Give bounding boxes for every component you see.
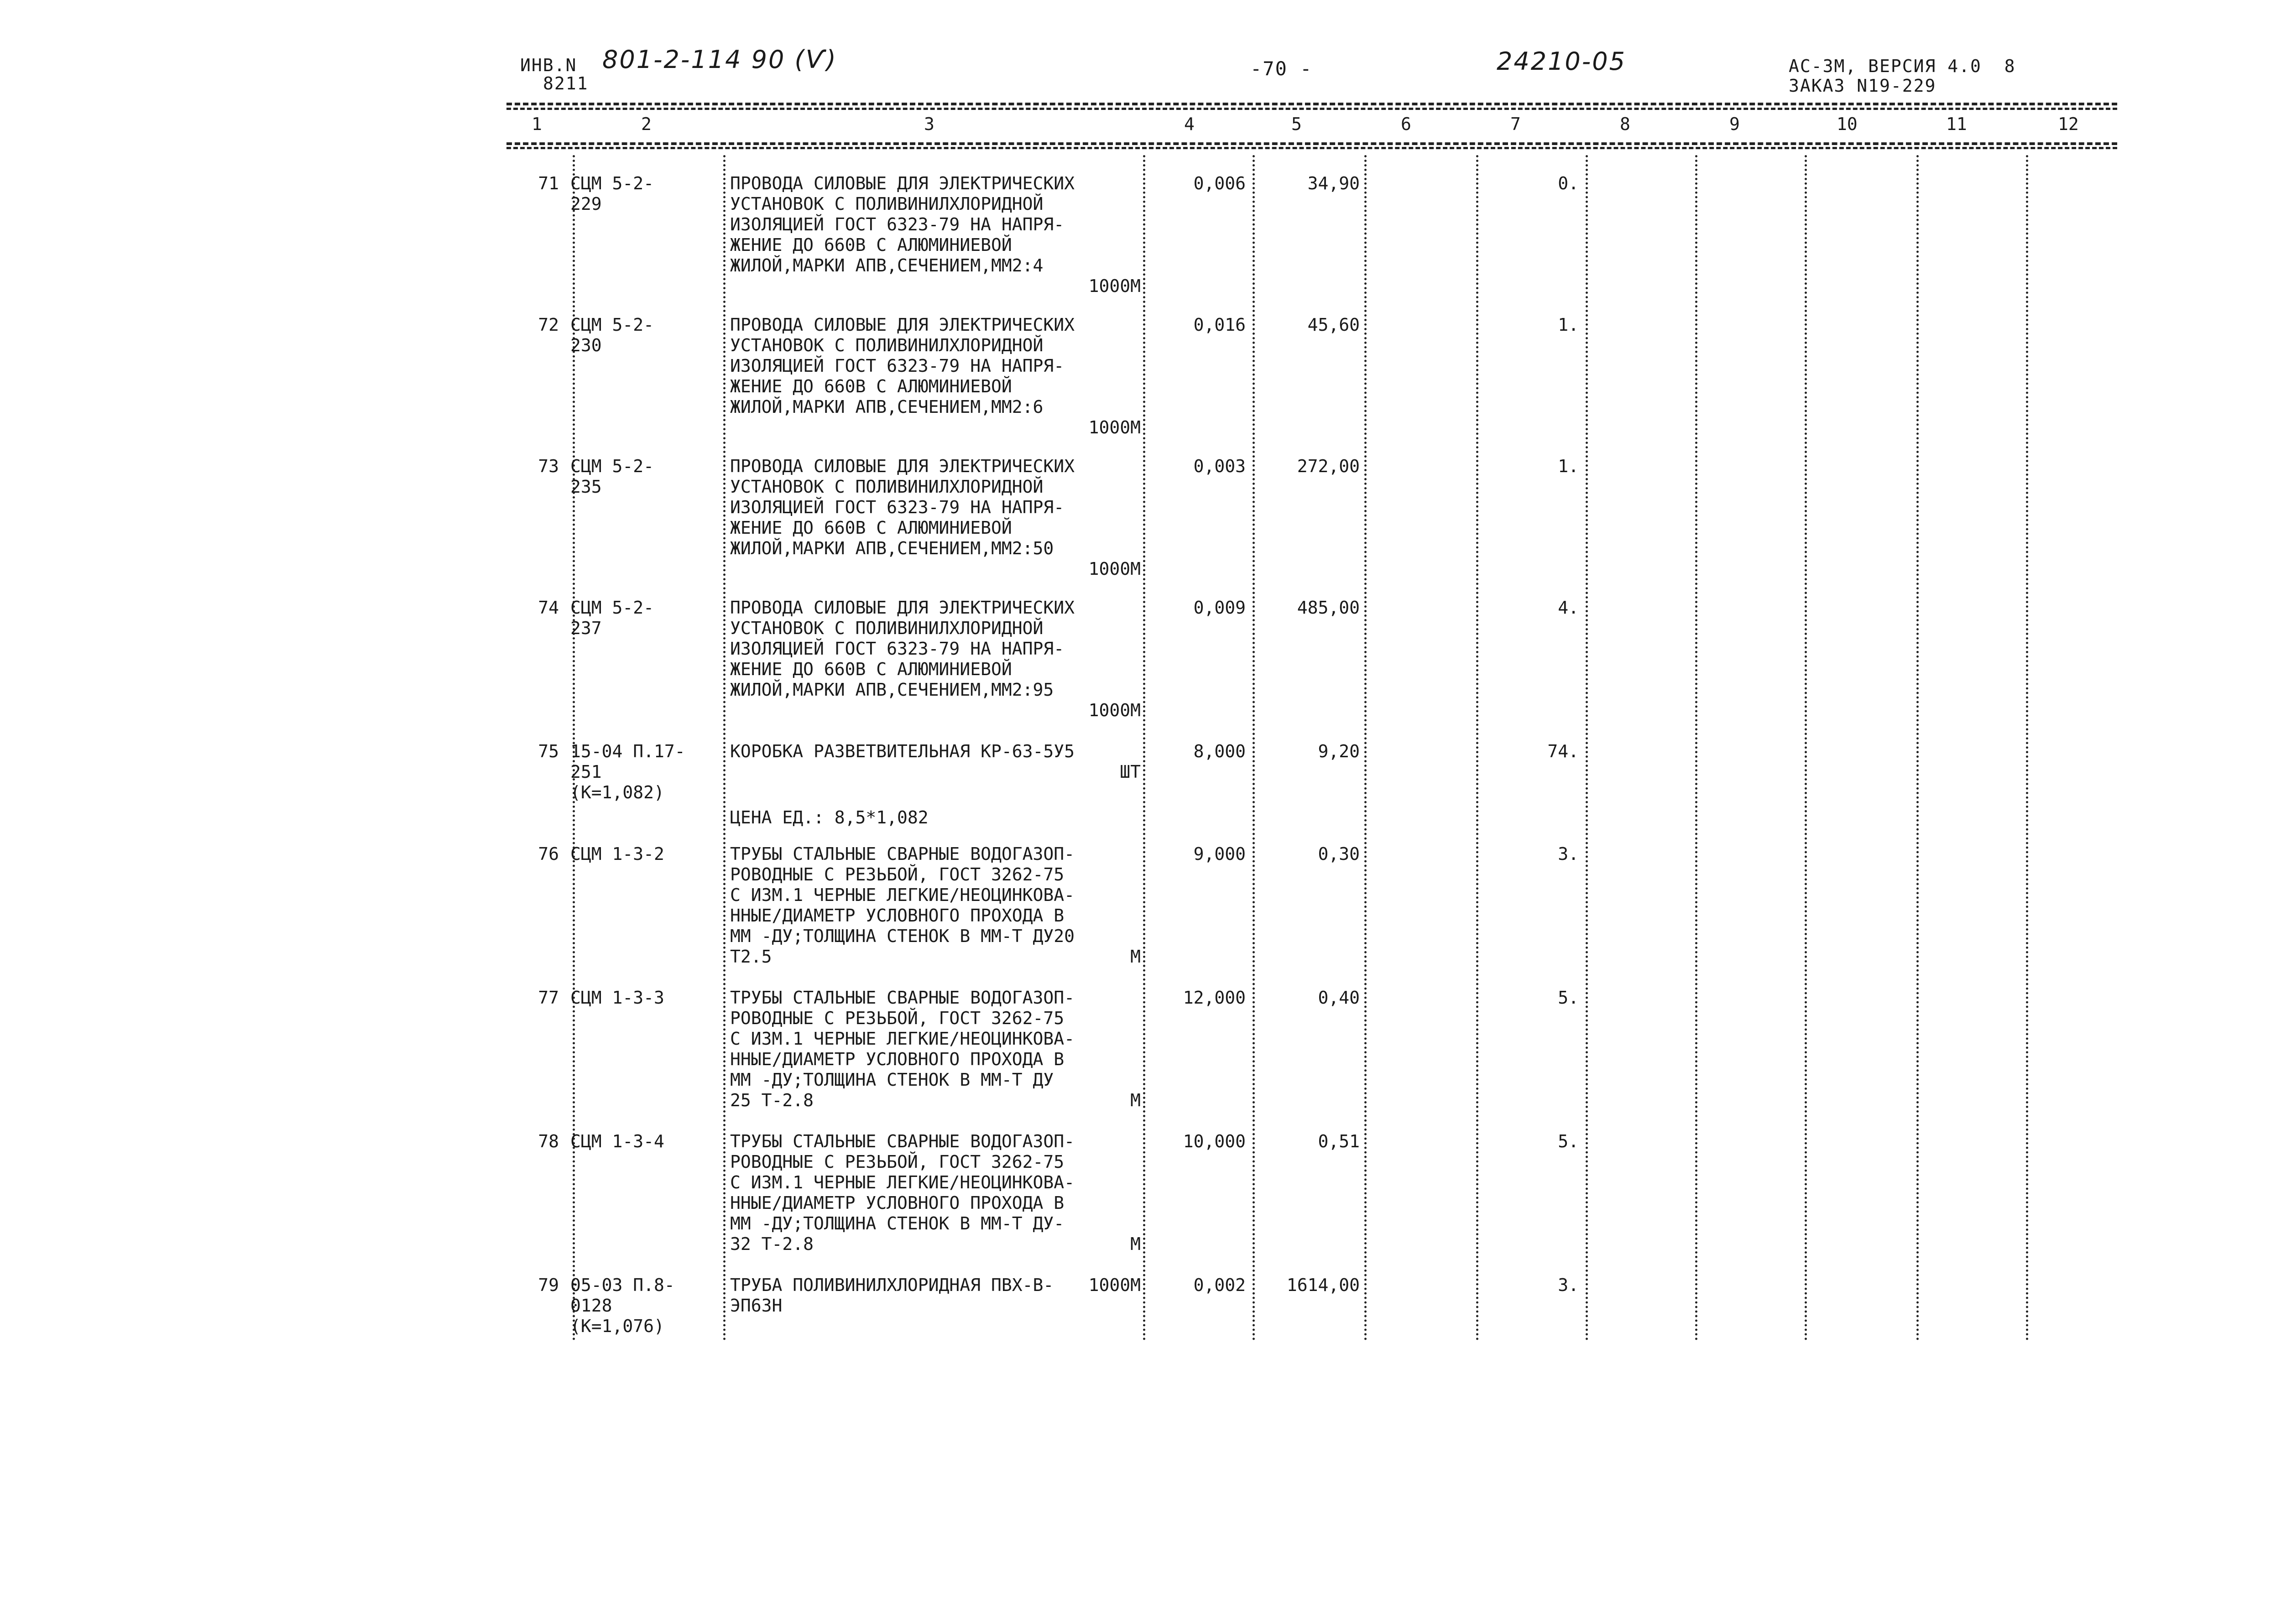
row-code: СЦМ 1-3-3 <box>570 988 664 1008</box>
row-code: 15-04 П.17- <box>570 741 685 761</box>
row-quantity: 12,000 <box>1183 988 1246 1008</box>
row-description: ПРОВОДА СИЛОВЫЕ ДЛЯ ЭЛЕКТРИЧЕСКИХ <box>730 315 1075 335</box>
col-sep-8 <box>1695 155 1697 1341</box>
row-description: 25 Т-2.8 <box>730 1090 814 1110</box>
row-unit: 1000М <box>1088 417 1141 437</box>
row-quantity: 8,000 <box>1193 741 1246 761</box>
row-unit: М <box>1130 1234 1141 1254</box>
row-total: 1. <box>1558 315 1579 335</box>
col-10: 10 <box>1837 114 1858 134</box>
header-rule-2 <box>506 147 2117 149</box>
row-description: ЖЕНИЕ ДО 660В С АЛЮМИНИЕВОЙ <box>730 659 1012 679</box>
row-price: 9,20 <box>1318 741 1360 761</box>
row-price: 34,90 <box>1307 173 1360 193</box>
row-number: 78 <box>538 1131 559 1151</box>
col-4: 4 <box>1184 114 1195 134</box>
row-quantity: 0,009 <box>1193 598 1246 618</box>
row-description: ММ -ДУ;ТОЛЩИНА СТЕНОК В ММ-Т ДУ20 <box>730 926 1075 946</box>
col-3: 3 <box>924 114 934 134</box>
row-total: 4. <box>1558 598 1579 618</box>
row-description: ПРОВОДА СИЛОВЫЕ ДЛЯ ЭЛЕКТРИЧЕСКИХ <box>730 456 1075 476</box>
row-total: 5. <box>1558 988 1579 1008</box>
row-description: ИЗОЛЯЦИЕЙ ГОСТ 6323-79 НА НАПРЯ- <box>730 214 1065 234</box>
row-description: РОВОДНЫЕ С РЕЗЬБОЙ, ГОСТ 3262-75 <box>730 864 1065 885</box>
row-total: 5. <box>1558 1131 1579 1151</box>
row-description: ИЗОЛЯЦИЕЙ ГОСТ 6323-79 НА НАПРЯ- <box>730 639 1065 659</box>
row-code: 230 <box>570 335 602 355</box>
row-description: ЖЕНИЕ ДО 660В С АЛЮМИНИЕВОЙ <box>730 518 1012 538</box>
row-price: 0,40 <box>1318 988 1360 1008</box>
row-description: ММ -ДУ;ТОЛЩИНА СТЕНОК В ММ-Т ДУ <box>730 1070 1054 1090</box>
row-unit: 1000М <box>1088 559 1141 579</box>
row-total: 3. <box>1558 1275 1579 1295</box>
col-11: 11 <box>1946 114 1967 134</box>
row-code: СЦМ 1-3-4 <box>570 1131 664 1151</box>
row-number: 72 <box>538 315 559 335</box>
row-description: УСТАНОВОК С ПОЛИВИНИЛХЛОРИДНОЙ <box>730 477 1044 497</box>
row-description: ЖИЛОЙ,МАРКИ АПВ,СЕЧЕНИЕМ,ММ2:4 <box>730 255 1044 276</box>
header-rule <box>506 142 2117 145</box>
row-description: ИЗОЛЯЦИЕЙ ГОСТ 6323-79 НА НАПРЯ- <box>730 497 1065 517</box>
row-description: ЭП63Н <box>730 1296 783 1316</box>
row-number: 73 <box>538 456 559 476</box>
row-code: СЦМ 5-2- <box>570 456 654 476</box>
row-description: ИЗОЛЯЦИЕЙ ГОСТ 6323-79 НА НАПРЯ- <box>730 356 1065 376</box>
row-description: ЖЕНИЕ ДО 660В С АЛЮМИНИЕВОЙ <box>730 235 1012 255</box>
row-description: ННЫЕ/ДИАМЕТР УСЛОВНОГО ПРОХОДА В <box>730 1049 1065 1069</box>
row-code: 235 <box>570 477 602 497</box>
unit-price-note: ЦЕНА ЕД.: 8,5*1,082 <box>730 807 929 828</box>
row-description: ПРОВОДА СИЛОВЫЕ ДЛЯ ЭЛЕКТРИЧЕСКИХ <box>730 173 1075 193</box>
row-total: 0. <box>1558 173 1579 193</box>
row-description: ЖИЛОЙ,МАРКИ АПВ,СЕЧЕНИЕМ,ММ2:6 <box>730 397 1044 417</box>
row-quantity: 0,016 <box>1193 315 1246 335</box>
page-number: -70 - <box>1250 57 1313 80</box>
row-description: Т2.5 <box>730 947 772 967</box>
row-total: 3. <box>1558 844 1579 864</box>
row-quantity: 9,000 <box>1193 844 1246 864</box>
row-unit: ШТ <box>1120 762 1141 782</box>
top-rule <box>506 103 2117 105</box>
row-code: (К=1,076) <box>570 1316 664 1336</box>
row-quantity: 0,006 <box>1193 173 1246 193</box>
row-unit: М <box>1130 1090 1141 1110</box>
row-description: С ИЗМ.1 ЧЕРНЫЕ ЛЕГКИЕ/НЕОЦИНКОВА- <box>730 1172 1075 1192</box>
col-12: 12 <box>2058 114 2079 134</box>
row-number: 77 <box>538 988 559 1008</box>
row-unit: 1000М <box>1088 700 1141 720</box>
row-number: 76 <box>538 844 559 864</box>
row-code: 05-03 П.8- <box>570 1275 675 1295</box>
row-description: РОВОДНЫЕ С РЕЗЬБОЙ, ГОСТ 3262-75 <box>730 1152 1065 1172</box>
col-6: 6 <box>1401 114 1411 134</box>
top-rule-2 <box>506 108 2117 110</box>
col-1: 1 <box>532 114 542 134</box>
program-version: АС-3М, ВЕРСИЯ 4.0 8 <box>1789 56 2016 76</box>
row-price: 0,30 <box>1318 844 1360 864</box>
row-total: 1. <box>1558 456 1579 476</box>
col-sep-4 <box>1253 155 1255 1341</box>
series-number: 801-2-114 90 (Ѵ) <box>602 45 837 74</box>
row-code: 237 <box>570 618 602 638</box>
col-sep-5 <box>1364 155 1367 1341</box>
row-description: 32 Т-2.8 <box>730 1234 814 1254</box>
col-sep-2 <box>723 155 726 1341</box>
row-description: ТРУБЫ СТАЛЬНЫЕ СВАРНЫЕ ВОДОГАЗОП- <box>730 988 1075 1008</box>
row-description: ЖИЛОЙ,МАРКИ АПВ,СЕЧЕНИЕМ,ММ2:50 <box>730 538 1054 558</box>
row-description: ТРУБЫ СТАЛЬНЫЕ СВАРНЫЕ ВОДОГАЗОП- <box>730 1131 1075 1151</box>
col-sep-10 <box>1916 155 1919 1341</box>
row-description: УСТАНОВОК С ПОЛИВИНИЛХЛОРИДНОЙ <box>730 618 1044 638</box>
doc-code: 24210-05 <box>1497 47 1626 76</box>
row-unit: 1000М <box>1088 276 1141 296</box>
row-description: ПРОВОДА СИЛОВЫЕ ДЛЯ ЭЛЕКТРИЧЕСКИХ <box>730 598 1075 618</box>
row-code: СЦМ 1-3-2 <box>570 844 664 864</box>
row-quantity: 0,002 <box>1193 1275 1246 1295</box>
col-sep-9 <box>1805 155 1807 1341</box>
row-code: 251 <box>570 762 602 782</box>
row-code: СЦМ 5-2- <box>570 315 654 335</box>
row-code: 229 <box>570 194 602 214</box>
row-number: 79 <box>538 1275 559 1295</box>
inv-number: 8211 <box>543 73 589 94</box>
inv-label: ИНВ.N <box>520 55 577 75</box>
row-unit: 1000М <box>1088 1275 1141 1295</box>
row-description: УСТАНОВОК С ПОЛИВИНИЛХЛОРИДНОЙ <box>730 194 1044 214</box>
row-price: 45,60 <box>1307 315 1360 335</box>
row-description: С ИЗМ.1 ЧЕРНЫЕ ЛЕГКИЕ/НЕОЦИНКОВА- <box>730 1029 1075 1049</box>
row-description: ТРУБА ПОЛИВИНИЛХЛОРИДНАЯ ПВХ-В- <box>730 1275 1054 1295</box>
row-unit: М <box>1130 947 1141 967</box>
row-code: (К=1,082) <box>570 782 664 802</box>
row-price: 0,51 <box>1318 1131 1360 1151</box>
row-number: 74 <box>538 598 559 618</box>
row-description: ЖЕНИЕ ДО 660В С АЛЮМИНИЕВОЙ <box>730 376 1012 396</box>
row-description: С ИЗМ.1 ЧЕРНЫЕ ЛЕГКИЕ/НЕОЦИНКОВА- <box>730 885 1075 905</box>
row-description: УСТАНОВОК С ПОЛИВИНИЛХЛОРИДНОЙ <box>730 335 1044 355</box>
col-2: 2 <box>641 114 652 134</box>
col-9: 9 <box>1729 114 1740 134</box>
row-price: 1614,00 <box>1286 1275 1360 1295</box>
row-price: 485,00 <box>1297 598 1360 618</box>
row-description: ТРУБЫ СТАЛЬНЫЕ СВАРНЫЕ ВОДОГАЗОП- <box>730 844 1075 864</box>
col-sep-11 <box>2026 155 2028 1341</box>
row-number: 75 <box>538 741 559 761</box>
row-total: 74. <box>1547 741 1579 761</box>
col-sep-7 <box>1586 155 1588 1341</box>
row-description: ННЫЕ/ДИАМЕТР УСЛОВНОГО ПРОХОДА В <box>730 906 1065 926</box>
row-description: ННЫЕ/ДИАМЕТР УСЛОВНОГО ПРОХОДА В <box>730 1193 1065 1213</box>
row-description: ММ -ДУ;ТОЛЩИНА СТЕНОК В ММ-Т ДУ- <box>730 1213 1065 1234</box>
row-quantity: 0,003 <box>1193 456 1246 476</box>
column-header <box>0 114 2281 137</box>
col-sep-3 <box>1143 155 1145 1341</box>
order-number: ЗАКАЗ N19-229 <box>1789 76 1937 96</box>
row-code: СЦМ 5-2- <box>570 598 654 618</box>
row-description: ЖИЛОЙ,МАРКИ АПВ,СЕЧЕНИЕМ,ММ2:95 <box>730 680 1054 700</box>
row-number: 71 <box>538 173 559 193</box>
col-7: 7 <box>1510 114 1521 134</box>
row-code: 0128 <box>570 1296 612 1316</box>
col-sep-6 <box>1476 155 1478 1341</box>
row-description: КОРОБКА РАЗВЕТВИТЕЛЬНАЯ КР-63-5У5 <box>730 741 1075 761</box>
col-5: 5 <box>1291 114 1302 134</box>
row-price: 272,00 <box>1297 456 1360 476</box>
row-code: СЦМ 5-2- <box>570 173 654 193</box>
col-8: 8 <box>1620 114 1630 134</box>
row-quantity: 10,000 <box>1183 1131 1246 1151</box>
row-description: РОВОДНЫЕ С РЕЗЬБОЙ, ГОСТ 3262-75 <box>730 1008 1065 1028</box>
